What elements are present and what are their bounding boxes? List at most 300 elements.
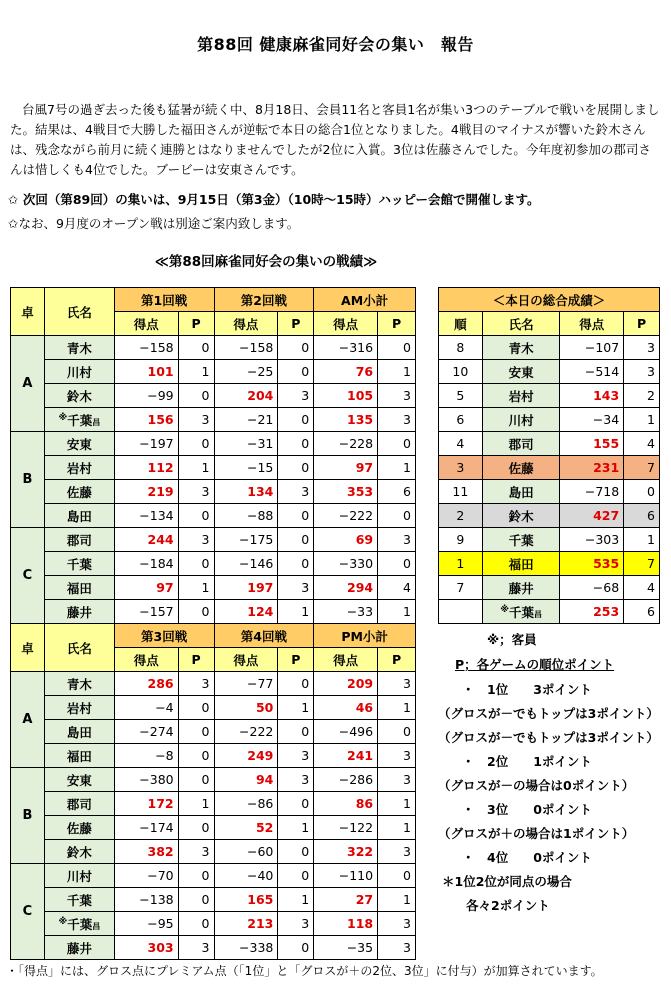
score-cell: −21 [214, 408, 278, 432]
point-cell: 1 [378, 456, 416, 480]
point-cell: 3 [624, 360, 660, 384]
point-cell: 0 [178, 600, 214, 624]
point-cell: 0 [178, 696, 214, 720]
header-point: P [178, 648, 214, 672]
score-cell: 535 [560, 552, 624, 576]
score-cell: 204 [214, 384, 278, 408]
summary-row [439, 504, 660, 528]
table-row [11, 744, 416, 768]
point-cell: 1 [278, 888, 314, 912]
table-row [11, 768, 416, 792]
header-point: P [624, 312, 660, 336]
rank-cell: 3 [439, 456, 483, 480]
point-cell: 0 [278, 672, 314, 696]
table-label: C [11, 864, 45, 960]
rank-cell: 2 [439, 504, 483, 528]
point-cell: 0 [278, 360, 314, 384]
table-row [11, 576, 416, 600]
point-cell: 3 [378, 672, 416, 696]
score-cell: −158 [214, 336, 278, 360]
point-cell: 3 [378, 840, 416, 864]
point-cell: 0 [278, 864, 314, 888]
score-cell: 97 [314, 456, 378, 480]
header-score: 得点 [314, 312, 378, 336]
point-cell: 3 [178, 480, 214, 504]
score-cell: 76 [314, 360, 378, 384]
score-cell: 112 [114, 456, 178, 480]
score-cell: 134 [214, 480, 278, 504]
table-row [11, 696, 416, 720]
open-match-notice: ✩なお、9月度のオープン戦は別途ご案内致します。 [8, 216, 300, 231]
point-cell: 7 [624, 456, 660, 480]
table-label: B [11, 768, 45, 864]
point-cell: 1 [624, 528, 660, 552]
table-label: B [11, 432, 45, 528]
table-row [11, 480, 416, 504]
summary-row [439, 552, 660, 576]
score-cell: −31 [214, 432, 278, 456]
header-score: 得点 [214, 312, 278, 336]
score-cell: 249 [214, 744, 278, 768]
point-legend-item: ・ 3位 0ポイント [462, 802, 592, 817]
point-cell: 0 [378, 432, 416, 456]
point-legend-item: （グロスが－でもトップは3ポイント） [438, 730, 659, 745]
point-cell: 0 [278, 408, 314, 432]
score-cell: 219 [114, 480, 178, 504]
point-cell: 0 [178, 384, 214, 408]
player-name: 鈴木 [482, 504, 560, 528]
table-row [11, 432, 416, 456]
header-game1: 第1回戦 [114, 288, 214, 312]
point-cell: 1 [378, 792, 416, 816]
table-row [11, 384, 416, 408]
player-name: 青木 [44, 672, 114, 696]
point-cell: 2 [624, 384, 660, 408]
point-cell: 3 [278, 576, 314, 600]
rank-cell: 8 [439, 336, 483, 360]
point-cell: 0 [378, 720, 416, 744]
point-cell: 0 [378, 864, 416, 888]
score-cell: −222 [214, 720, 278, 744]
point-cell: 1 [278, 600, 314, 624]
score-cell: −197 [114, 432, 178, 456]
score-cell: 286 [114, 672, 178, 696]
score-cell: −77 [214, 672, 278, 696]
score-cell: −15 [214, 456, 278, 480]
summary-row [439, 336, 660, 360]
header-name: 氏名 [44, 624, 114, 672]
point-cell: 1 [378, 696, 416, 720]
score-cell: −174 [114, 816, 178, 840]
player-name: 佐藤 [482, 456, 560, 480]
table-row [11, 456, 416, 480]
score-cell: −8 [114, 744, 178, 768]
point-cell: 3 [178, 672, 214, 696]
score-cell: 303 [114, 936, 178, 960]
player-name: 川村 [482, 408, 560, 432]
rank-cell: 4 [439, 432, 483, 456]
score-cell: −274 [114, 720, 178, 744]
point-cell: 3 [378, 768, 416, 792]
header-point: P [278, 648, 314, 672]
rank-cell [439, 600, 483, 624]
score-cell: 46 [314, 696, 378, 720]
header-point: P [278, 312, 314, 336]
am-results-table [10, 287, 416, 624]
player-name: 福田 [44, 744, 114, 768]
player-name: ※千葉昌 [44, 912, 114, 936]
header-am: AM小計 [314, 288, 416, 312]
summary-row [439, 432, 660, 456]
header-point: P [378, 648, 416, 672]
score-cell: −134 [114, 504, 178, 528]
player-name: 岩村 [482, 384, 560, 408]
point-cell: 0 [378, 552, 416, 576]
point-legend-heading: P；各ゲームの順位ポイント [455, 657, 615, 672]
point-cell: 0 [378, 504, 416, 528]
player-name: 安東 [44, 432, 114, 456]
point-cell: 1 [278, 696, 314, 720]
summary-row [439, 528, 660, 552]
player-name: 鈴木 [44, 384, 114, 408]
point-cell: 3 [624, 336, 660, 360]
player-name: 島田 [482, 480, 560, 504]
summary-row [439, 408, 660, 432]
point-cell: 1 [178, 792, 214, 816]
score-cell: 244 [114, 528, 178, 552]
header-game2: 第2回戦 [214, 288, 314, 312]
table-row [11, 528, 416, 552]
player-name: 千葉 [482, 528, 560, 552]
point-cell: 4 [624, 432, 660, 456]
score-cell: 241 [314, 744, 378, 768]
point-cell: 0 [178, 432, 214, 456]
summary-row [439, 480, 660, 504]
score-cell: 156 [114, 408, 178, 432]
player-name: 川村 [44, 360, 114, 384]
point-cell: 1 [378, 600, 416, 624]
table-row [11, 792, 416, 816]
player-name: 岩村 [44, 696, 114, 720]
player-name: 岩村 [44, 456, 114, 480]
player-name: 青木 [482, 336, 560, 360]
point-cell: 3 [378, 408, 416, 432]
point-cell: 3 [278, 768, 314, 792]
header-point: P [378, 312, 416, 336]
header-name: 氏名 [44, 288, 114, 336]
point-cell: 0 [178, 912, 214, 936]
point-cell: 0 [278, 720, 314, 744]
score-cell: 213 [214, 912, 278, 936]
player-name: ※千葉昌 [44, 408, 114, 432]
point-legend-item: ＊1位2位が同点の場合 [442, 874, 572, 889]
table-row [11, 336, 416, 360]
table-row [11, 816, 416, 840]
page-title: 第88回 健康麻雀同好会の集い 報告 [197, 35, 474, 54]
score-cell: −25 [214, 360, 278, 384]
score-cell: −316 [314, 336, 378, 360]
score-cell: 118 [314, 912, 378, 936]
point-cell: 0 [178, 768, 214, 792]
summary-row [439, 600, 660, 624]
point-cell: 0 [278, 552, 314, 576]
table-row [11, 840, 416, 864]
header-score: 得点 [560, 312, 624, 336]
summary-row [439, 576, 660, 600]
score-cell: 94 [214, 768, 278, 792]
score-cell: −222 [314, 504, 378, 528]
point-cell: 3 [178, 408, 214, 432]
header-table: 卓 [11, 624, 45, 672]
score-cell: 209 [314, 672, 378, 696]
player-name: 青木 [44, 336, 114, 360]
point-legend-item: ・ 1位 3ポイント [462, 682, 592, 697]
point-cell: 0 [178, 888, 214, 912]
table-row [11, 600, 416, 624]
score-cell: 97 [114, 576, 178, 600]
score-cell: 101 [114, 360, 178, 384]
header-score: 得点 [114, 312, 178, 336]
player-name: 郡司 [44, 792, 114, 816]
point-cell: 0 [278, 432, 314, 456]
point-cell: 0 [278, 456, 314, 480]
player-name: 島田 [44, 720, 114, 744]
score-cell: 135 [314, 408, 378, 432]
point-cell: 0 [278, 528, 314, 552]
table-row [11, 720, 416, 744]
score-cell: −4 [114, 696, 178, 720]
rank-cell: 9 [439, 528, 483, 552]
score-cell: −338 [214, 936, 278, 960]
score-cell: −158 [114, 336, 178, 360]
point-legend-item: （グロスが－でもトップは3ポイント） [438, 706, 659, 721]
table-row [11, 912, 416, 936]
score-cell: 124 [214, 600, 278, 624]
score-cell: 294 [314, 576, 378, 600]
header-game3: 第3回戦 [114, 624, 214, 648]
score-cell: 322 [314, 840, 378, 864]
player-name: 福田 [44, 576, 114, 600]
point-cell: 1 [378, 360, 416, 384]
header-game4: 第4回戦 [214, 624, 314, 648]
point-cell: 0 [278, 504, 314, 528]
point-cell: 3 [278, 384, 314, 408]
score-cell: 105 [314, 384, 378, 408]
player-name: 鈴木 [44, 840, 114, 864]
table-row [11, 888, 416, 912]
score-cell: −146 [214, 552, 278, 576]
rank-cell: 6 [439, 408, 483, 432]
summary-row [439, 456, 660, 480]
point-cell: 1 [178, 456, 214, 480]
summary-title: ＜本日の総合成績＞ [439, 288, 660, 312]
score-cell: 165 [214, 888, 278, 912]
header-score: 得点 [314, 648, 378, 672]
rank-cell: 7 [439, 576, 483, 600]
table-row [11, 360, 416, 384]
header-pm: PM小計 [314, 624, 416, 648]
score-cell: −286 [314, 768, 378, 792]
table-label: C [11, 528, 45, 624]
score-cell: −86 [214, 792, 278, 816]
score-cell: −99 [114, 384, 178, 408]
score-cell: 143 [560, 384, 624, 408]
point-cell: 3 [178, 936, 214, 960]
header-rank: 順 [439, 312, 483, 336]
score-cell: 353 [314, 480, 378, 504]
point-cell: 3 [278, 912, 314, 936]
guest-legend: ※；客員 [487, 632, 537, 647]
score-cell: 172 [114, 792, 178, 816]
point-cell: 0 [178, 336, 214, 360]
score-cell: −40 [214, 864, 278, 888]
pm-results-table [10, 623, 416, 960]
table-label: A [11, 336, 45, 432]
point-cell: 4 [378, 576, 416, 600]
score-cell: −157 [114, 600, 178, 624]
point-cell: 3 [178, 840, 214, 864]
score-cell: 52 [214, 816, 278, 840]
score-cell: −175 [214, 528, 278, 552]
point-cell: 3 [178, 528, 214, 552]
point-cell: 3 [278, 480, 314, 504]
point-cell: 3 [378, 384, 416, 408]
point-cell: 1 [178, 360, 214, 384]
header-score: 得点 [214, 648, 278, 672]
point-cell: 3 [378, 528, 416, 552]
score-cell: −68 [560, 576, 624, 600]
point-cell: 0 [178, 744, 214, 768]
summary-row [439, 360, 660, 384]
point-legend-item: 各々2ポイント [466, 898, 550, 913]
point-cell: 0 [178, 816, 214, 840]
score-cell: −228 [314, 432, 378, 456]
point-cell: 0 [278, 936, 314, 960]
score-cell: −88 [214, 504, 278, 528]
summary-row [439, 384, 660, 408]
point-cell: 4 [624, 576, 660, 600]
score-cell: 382 [114, 840, 178, 864]
point-cell: 0 [178, 552, 214, 576]
point-cell: 3 [378, 744, 416, 768]
score-cell: −330 [314, 552, 378, 576]
score-cell: −34 [560, 408, 624, 432]
player-name: 島田 [44, 504, 114, 528]
table-row [11, 504, 416, 528]
score-cell: −496 [314, 720, 378, 744]
point-cell: 0 [178, 720, 214, 744]
score-cell: 197 [214, 576, 278, 600]
header-score: 得点 [114, 648, 178, 672]
point-cell: 1 [278, 816, 314, 840]
point-cell: 3 [378, 912, 416, 936]
player-name: 安東 [482, 360, 560, 384]
point-legend-item: ・ 2位 1ポイント [462, 754, 592, 769]
score-cell: −35 [314, 936, 378, 960]
report-intro: 台風7号の過ぎ去った後も猛暑が続く中、8月18日、会員11名と客員1名が集い3つのテーブルで戦いを展開しました。結果は、4戦目で大勝した福田さんが逆転で本日の総合1位となりました。4戦目のマイナスが響いた鈴木さんは、残念ながら前月に続く連勝とはなりませんでしたが2位に入賞。3位は佐藤さんでした。今年度初参加の郡司さんは惜しくも4位でした。ブービーは安東さんです。 [10, 102, 660, 177]
player-name: 千葉 [44, 552, 114, 576]
point-cell: 0 [278, 792, 314, 816]
point-cell: 0 [278, 336, 314, 360]
score-cell: −718 [560, 480, 624, 504]
point-legend-item: （グロスが＋の場合は1ポイント） [438, 826, 635, 841]
point-cell: 0 [178, 864, 214, 888]
score-cell: −70 [114, 864, 178, 888]
header-table: 卓 [11, 288, 45, 336]
score-cell: −60 [214, 840, 278, 864]
point-legend-item: （グロスが－の場合は0ポイント） [438, 778, 635, 793]
table-row [11, 936, 416, 960]
rank-cell: 1 [439, 552, 483, 576]
table-row [11, 864, 416, 888]
score-cell: −138 [114, 888, 178, 912]
score-cell: 27 [314, 888, 378, 912]
table-label: A [11, 672, 45, 768]
header-name: 氏名 [482, 312, 560, 336]
point-cell: 6 [624, 600, 660, 624]
score-cell: −122 [314, 816, 378, 840]
player-name: 千葉 [44, 888, 114, 912]
score-cell: 69 [314, 528, 378, 552]
point-cell: 6 [378, 480, 416, 504]
score-cell: −110 [314, 864, 378, 888]
rank-cell: 5 [439, 384, 483, 408]
player-name: 佐藤 [44, 816, 114, 840]
score-cell: −107 [560, 336, 624, 360]
score-cell: 253 [560, 600, 624, 624]
score-cell: 231 [560, 456, 624, 480]
score-cell: 50 [214, 696, 278, 720]
point-cell: 0 [624, 480, 660, 504]
point-cell: 0 [178, 504, 214, 528]
score-cell: 86 [314, 792, 378, 816]
point-legend-item: ・ 4位 0ポイント [462, 850, 592, 865]
player-name: 郡司 [482, 432, 560, 456]
player-name: 藤井 [44, 600, 114, 624]
score-cell: 427 [560, 504, 624, 528]
table-row [11, 672, 416, 696]
point-cell: 6 [624, 504, 660, 528]
score-cell: −95 [114, 912, 178, 936]
point-cell: 7 [624, 552, 660, 576]
player-name: 川村 [44, 864, 114, 888]
player-name: 藤井 [44, 936, 114, 960]
table-row [11, 408, 416, 432]
header-point: P [178, 312, 214, 336]
summary-table [438, 287, 660, 624]
player-name: 藤井 [482, 576, 560, 600]
point-cell: 3 [278, 744, 314, 768]
footnote: ・「得点」には、グロス点にプレミアム点（「1位」と「グロスが＋の2位、3位」に付与）が加算されています。 [6, 964, 603, 978]
point-cell: 1 [378, 816, 416, 840]
next-meeting-notice: ✩ 次回（第89回）の集いは、9月15日（第3金）（10時～15時）ハッピー会館で開催します。 [8, 192, 540, 207]
player-name: ※千葉昌 [482, 600, 560, 624]
rank-cell: 10 [439, 360, 483, 384]
point-cell: 1 [378, 888, 416, 912]
player-name: 福田 [482, 552, 560, 576]
table-row [11, 552, 416, 576]
point-cell: 1 [178, 576, 214, 600]
point-cell: 1 [624, 408, 660, 432]
score-cell: −184 [114, 552, 178, 576]
results-subtitle: ≪第88回麻雀同好会の集いの戦績≫ [154, 254, 378, 270]
score-cell: −380 [114, 768, 178, 792]
player-name: 安東 [44, 768, 114, 792]
point-cell: 0 [278, 840, 314, 864]
rank-cell: 11 [439, 480, 483, 504]
score-cell: −514 [560, 360, 624, 384]
score-cell: −33 [314, 600, 378, 624]
